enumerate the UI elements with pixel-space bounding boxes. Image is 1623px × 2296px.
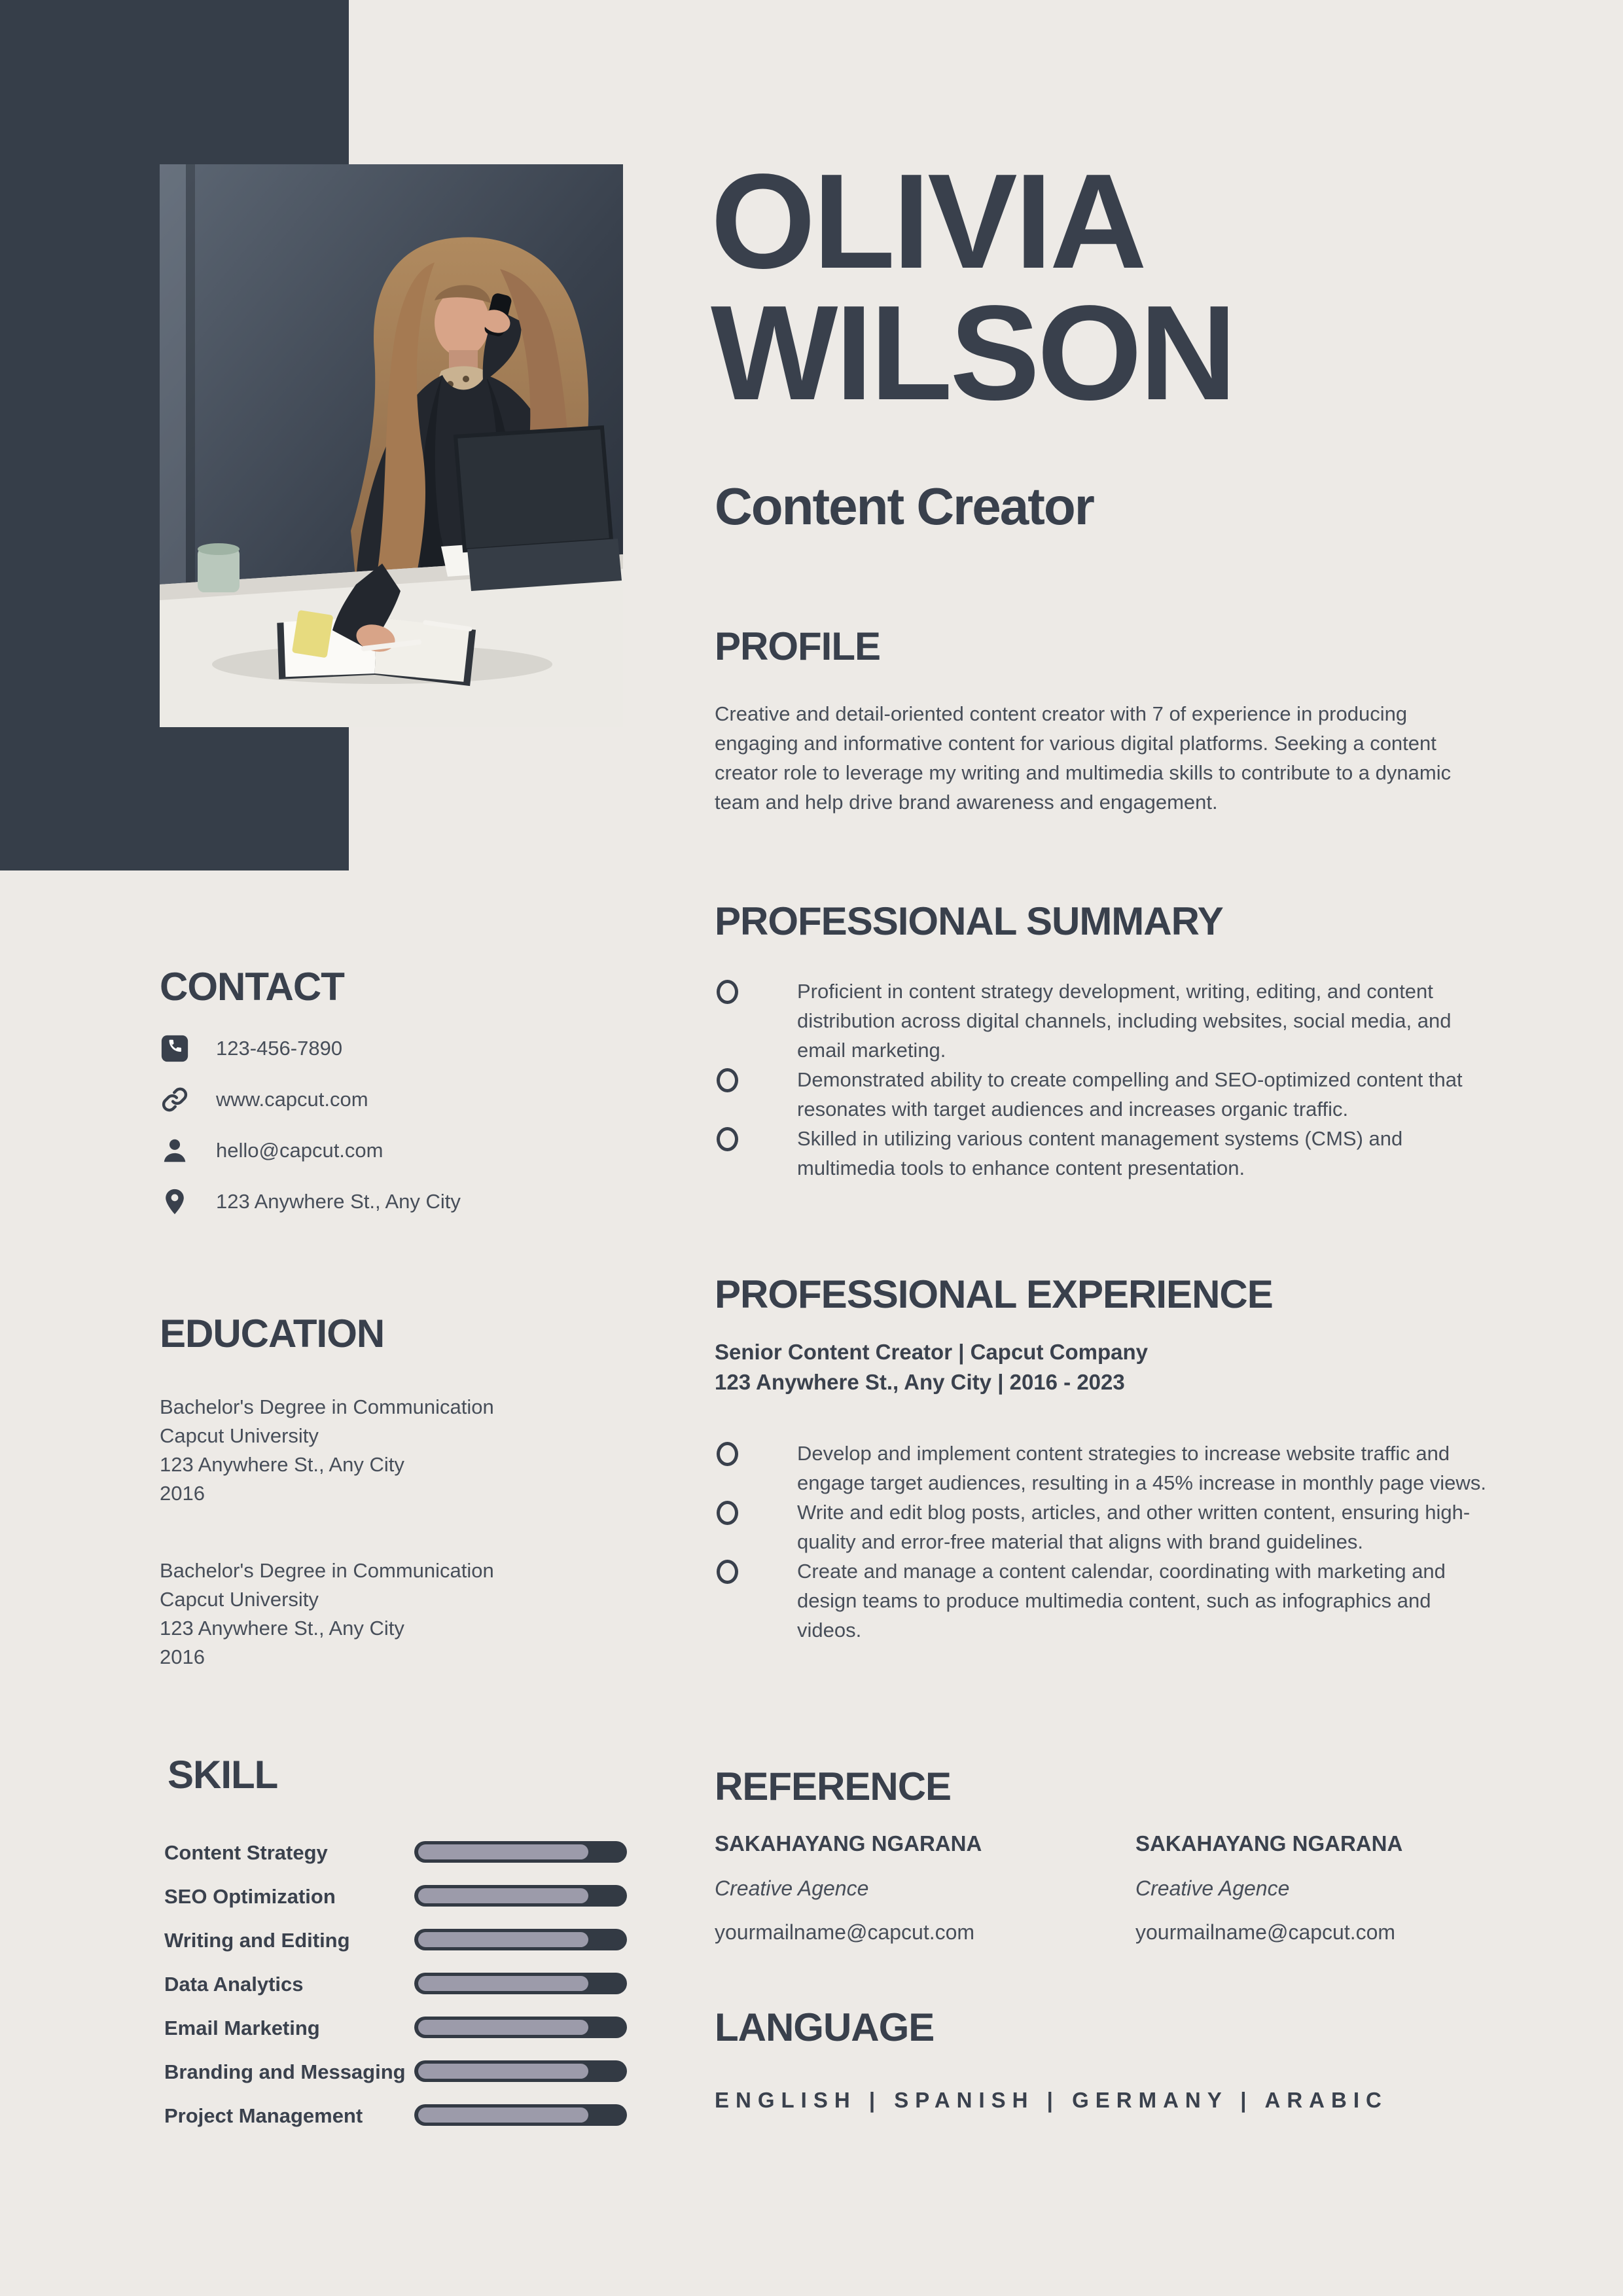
skill-heading: SKILL bbox=[168, 1753, 278, 1797]
job-title: Content Creator bbox=[715, 477, 1094, 535]
contact-email-text: hello@capcut.com bbox=[216, 1139, 383, 1162]
skill-label: Data Analytics bbox=[164, 1973, 304, 1996]
bullet-circle-icon bbox=[717, 1560, 738, 1584]
contact-phone-text: 123-456-7890 bbox=[216, 1037, 343, 1060]
skill-bar-fill bbox=[418, 2064, 588, 2079]
skill-bar-fill bbox=[418, 1888, 588, 1903]
contact-item-email bbox=[160, 1134, 383, 1168]
skill-label: Branding and Messaging bbox=[164, 2060, 406, 2083]
professional-experience-heading: PROFESSIONAL EXPERIENCE bbox=[715, 1272, 1273, 1316]
professional-summary-heading: PROFESSIONAL SUMMARY bbox=[715, 899, 1223, 943]
skill-bar bbox=[414, 2017, 627, 2038]
education-entry bbox=[160, 1393, 670, 1508]
bullet-circle-icon bbox=[717, 1127, 738, 1151]
summary-bullet-text: Demonstrated ability to create compelling and SEO-optimized content that resonates with target audiences and increases organic traffic. bbox=[797, 1068, 1463, 1121]
contact-address-text: 123 Anywhere St., Any City bbox=[216, 1190, 461, 1213]
skill-label: Content Strategy bbox=[164, 1841, 328, 1864]
contact-item-phone bbox=[160, 1031, 342, 1066]
bullet-circle-icon bbox=[717, 980, 738, 1004]
summary-bullet-text: Proficient in content strategy development, writing, editing, and content distribution across digital channels, including websites, social media, and email marketing. bbox=[797, 980, 1452, 1062]
skill-row bbox=[164, 1841, 635, 1869]
reference-email: yourmailname@capcut.com bbox=[715, 1920, 975, 1944]
experience-bullet bbox=[715, 1498, 1500, 1556]
skill-bar-fill bbox=[418, 2108, 588, 2123]
experience-bullet-text: Write and edit blog posts, articles, and other written content, ensuring high-quality and error-free material that aligns with brand guidelines. bbox=[797, 1501, 1471, 1553]
portrait-illustration bbox=[160, 164, 623, 727]
skill-bar bbox=[414, 1929, 627, 1950]
contact-website-text: www.capcut.com bbox=[216, 1088, 368, 1111]
skill-bar bbox=[414, 1885, 627, 1907]
reference-name: SAKAHAYANG NGARANA bbox=[1135, 1831, 1403, 1856]
skill-bar-fill bbox=[418, 2020, 588, 2035]
reference-heading: REFERENCE bbox=[715, 1765, 952, 1808]
name-heading bbox=[711, 146, 1234, 428]
profile-heading: PROFILE bbox=[715, 624, 881, 668]
phone-icon bbox=[160, 1033, 190, 1064]
education-year: 2016 bbox=[160, 1482, 205, 1505]
reference-entry bbox=[1135, 1831, 1535, 1945]
education-heading: EDUCATION bbox=[160, 1312, 385, 1355]
education-degree: Bachelor's Degree in Communication bbox=[160, 1395, 494, 1418]
education-degree: Bachelor's Degree in Communication bbox=[160, 1559, 494, 1582]
skill-bar bbox=[414, 2060, 627, 2082]
skill-row bbox=[164, 2060, 635, 2088]
education-address: 123 Anywhere St., Any City bbox=[160, 1453, 404, 1476]
skill-label: Writing and Editing bbox=[164, 1929, 350, 1952]
last-name: WILSON bbox=[711, 278, 1234, 428]
contact-item-address bbox=[160, 1185, 461, 1219]
reference-email: yourmailname@capcut.com bbox=[1135, 1920, 1396, 1944]
education-address: 123 Anywhere St., Any City bbox=[160, 1617, 404, 1640]
skill-label: SEO Optimization bbox=[164, 1885, 336, 1908]
reference-company: Creative Agence bbox=[715, 1876, 869, 1900]
first-name: OLIVIA bbox=[711, 146, 1145, 296]
skill-row bbox=[164, 1973, 635, 2000]
experience-job-title: Senior Content Creator | Capcut Company bbox=[715, 1340, 1148, 1364]
education-entry bbox=[160, 1556, 670, 1672]
skill-bar-fill bbox=[418, 1932, 588, 1947]
summary-bullet bbox=[715, 1124, 1500, 1183]
experience-job-meta: 123 Anywhere St., Any City | 2016 - 2023 bbox=[715, 1370, 1125, 1394]
experience-bullet bbox=[715, 1556, 1500, 1645]
experience-bullet-text: Develop and implement content strategies to increase website traffic and engage target audiences, resulting in a 45% increase in monthly page views. bbox=[797, 1442, 1486, 1494]
skill-bar-fill bbox=[418, 1976, 588, 1991]
summary-bullet bbox=[715, 1065, 1500, 1124]
professional-summary-list bbox=[715, 977, 1500, 1183]
experience-job bbox=[715, 1337, 1148, 1397]
summary-bullet-text: Skilled in utilizing various content management systems (CMS) and multimedia tools to enhance content presentation. bbox=[797, 1127, 1403, 1179]
reference-entry bbox=[715, 1831, 1114, 1945]
education-school: Capcut University bbox=[160, 1424, 319, 1447]
education-school: Capcut University bbox=[160, 1588, 319, 1611]
skill-row bbox=[164, 2017, 635, 2044]
reference-name: SAKAHAYANG NGARANA bbox=[715, 1831, 982, 1856]
reference-company: Creative Agence bbox=[1135, 1876, 1290, 1900]
profile-photo bbox=[160, 164, 623, 727]
skill-label: Project Management bbox=[164, 2104, 363, 2127]
contact-item-website bbox=[160, 1083, 368, 1117]
skill-bar bbox=[414, 2104, 627, 2126]
contact-heading: CONTACT bbox=[160, 965, 344, 1009]
bullet-circle-icon bbox=[717, 1442, 738, 1466]
language-list: ENGLISH | SPANISH | GERMANY | ARABIC bbox=[715, 2088, 1388, 2112]
skill-bar bbox=[414, 1973, 627, 1994]
bullet-circle-icon bbox=[717, 1501, 738, 1525]
experience-bullet bbox=[715, 1439, 1500, 1498]
skill-bar-fill bbox=[418, 1844, 588, 1859]
language-heading: LANGUAGE bbox=[715, 2005, 935, 2049]
skill-label: Email Marketing bbox=[164, 2017, 320, 2039]
skill-bar bbox=[414, 1841, 627, 1863]
experience-bullet-text: Create and manage a content calendar, coordinating with marketing and design teams to produce multimedia content, such as infographics and videos. bbox=[797, 1560, 1446, 1641]
bullet-circle-icon bbox=[717, 1068, 738, 1092]
skill-row bbox=[164, 1885, 635, 1912]
profile-body: Creative and detail-oriented content creator with 7 of experience in producing engaging and informative content for various digital platforms. Seeking a content creator role to leverage my writing and multimedia skills to contribute to a dynamic team and help drive brand awareness and engagement. bbox=[715, 702, 1452, 814]
summary-bullet bbox=[715, 977, 1500, 1065]
skill-row bbox=[164, 2104, 635, 2132]
education-year: 2016 bbox=[160, 1645, 205, 1668]
link-icon bbox=[160, 1085, 190, 1115]
experience-bullet-list bbox=[715, 1439, 1500, 1645]
location-icon bbox=[160, 1187, 190, 1217]
skill-row bbox=[164, 1929, 635, 1956]
person-icon bbox=[160, 1136, 190, 1166]
